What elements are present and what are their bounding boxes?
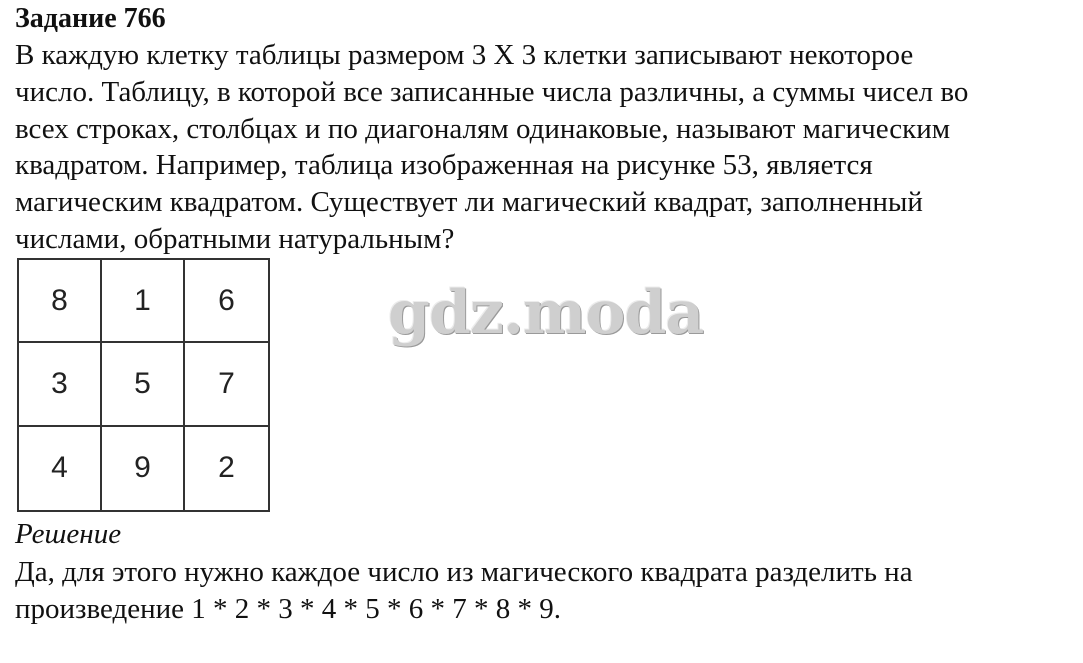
magic-square-cell: 5 (102, 343, 185, 426)
magic-square-cell: 7 (185, 343, 268, 426)
watermark: gdz.moda (388, 278, 704, 348)
task-line: квадратом. Например, таблица изображенная на рисунке 53, является (15, 149, 873, 182)
task-line: всех строках, столбцах и по диагоналям одинаковые, называют магическим (15, 112, 951, 145)
magic-square-cell: 8 (19, 260, 102, 343)
solution-line: произведение 1 * 2 * 3 * 4 * 5 * 6 * 7 * 8 * 9. (15, 592, 562, 625)
magic-square-cell: 9 (102, 427, 185, 510)
solution-line: Да, для этого нужно каждое число из магического квадрата разделить на (15, 556, 913, 588)
magic-square-cell: 3 (19, 343, 102, 426)
magic-square-cell: 2 (218, 451, 235, 485)
task-line: числами, обратными натуральным? (15, 222, 455, 255)
task-line: В каждую клетку таблицы размером 3 X 3 клетки записывают некоторое (15, 39, 914, 71)
task-title: Задание 766 (15, 3, 166, 34)
magic-square-cell: 1 (102, 260, 185, 343)
magic-square-table (17, 258, 270, 512)
task-line: магическим квадратом. Существует ли магический квадрат, заполненный (15, 186, 923, 219)
task-statement (15, 37, 1075, 258)
solution-text (15, 554, 1075, 628)
magic-square-cell: 6 (185, 260, 268, 343)
task-line: число. Таблицу, в которой все записанные числа различны, а суммы чисел во (15, 75, 969, 108)
magic-square-cell: 4 (19, 427, 102, 510)
solution-label: Решение (15, 518, 122, 550)
